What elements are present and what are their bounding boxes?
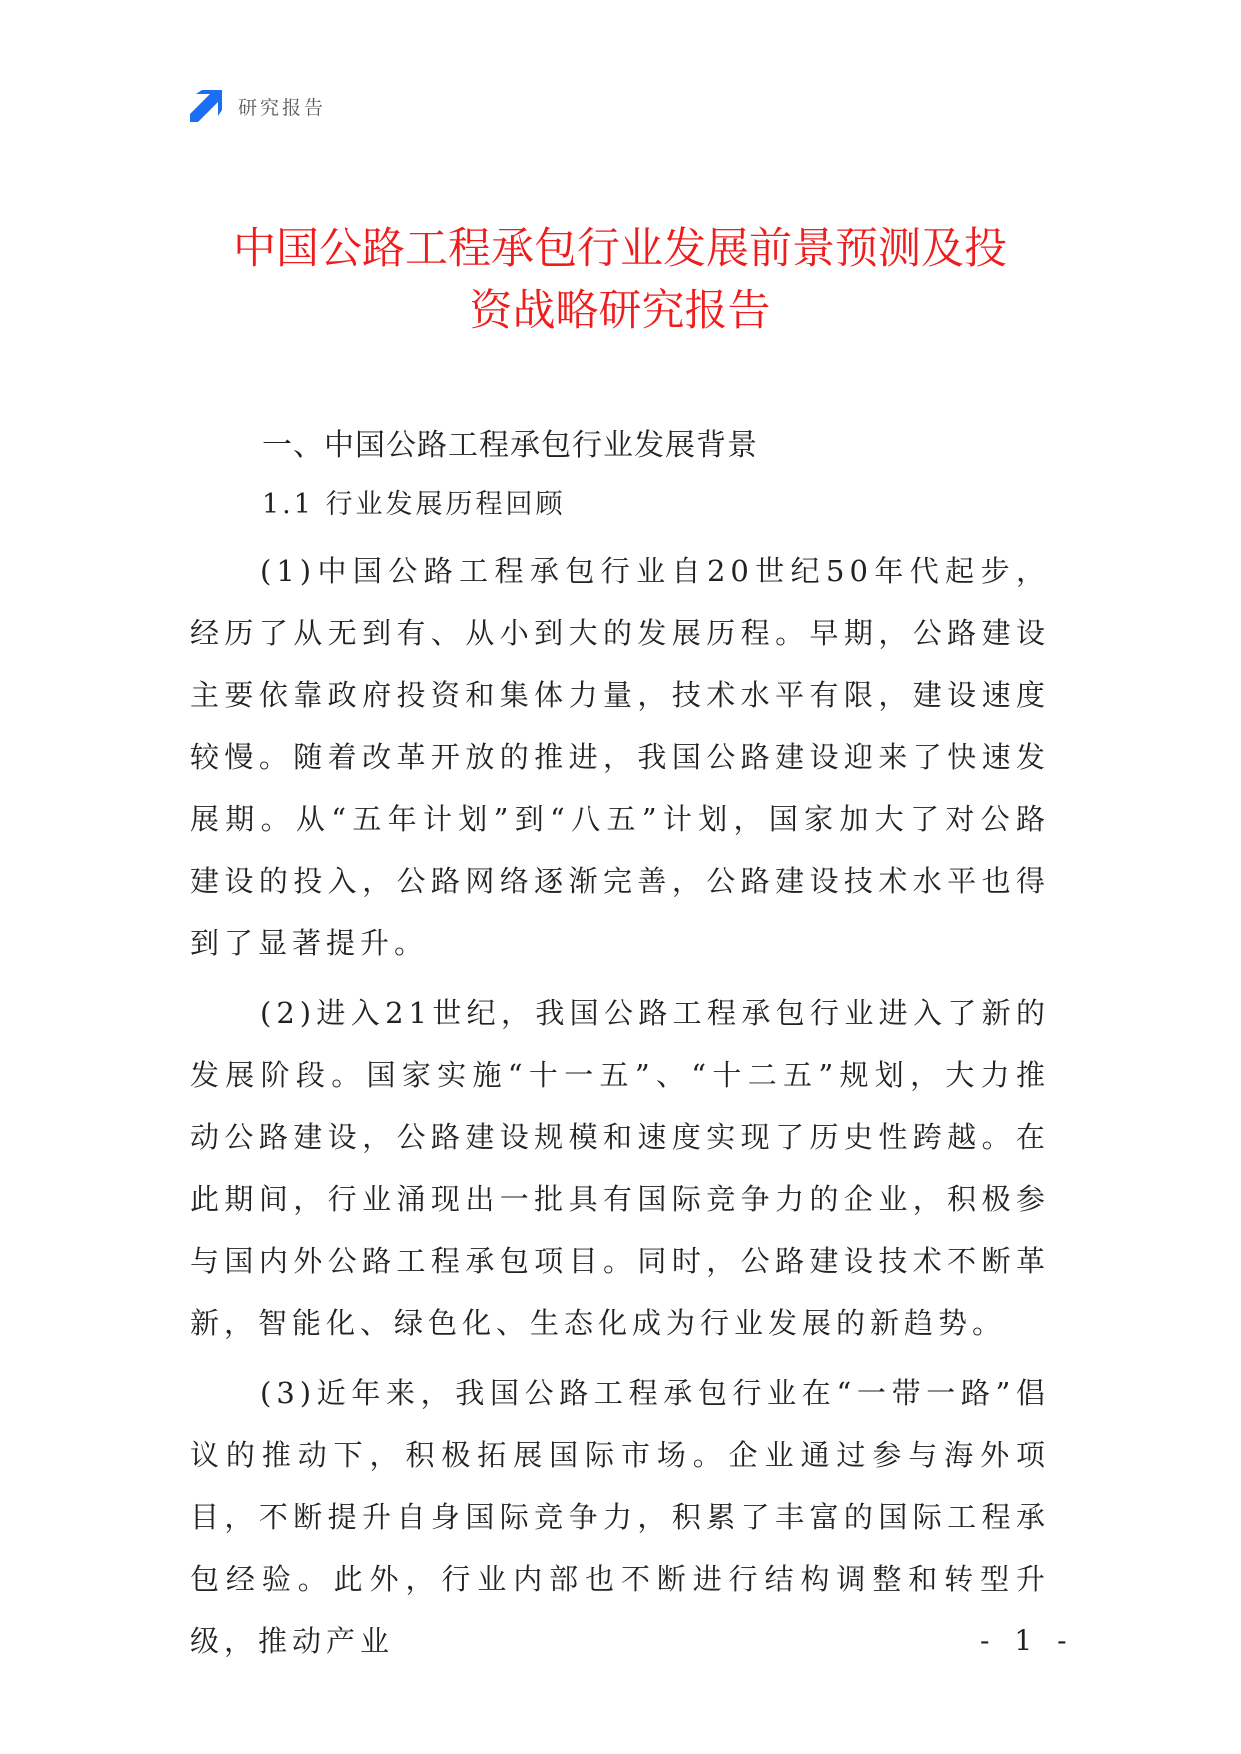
paragraph-3: (3)近年来，我国公路工程承包行业在“一带一路”倡议的推动下，积极拓展国际市场。企业通过参与海外项目，不断提升自身国际竞争力，积累了丰富的国际工程承包经验。此外，行业内部也不断进行结构调整和转型升级，推动产业 [190,1376,1050,1658]
document-header [190,88,326,124]
paragraph-2: (2)进入21世纪，我国公路工程承包行业进入了新的发展阶段。国家实施“十一五”、“十二五”规划，大力推动公路建设，公路建设规模和速度实现了历史性跨越。在此期间，行业涌现出一批具有国际竞争力的企业，积极参与国内外公路工程承包项目。同时，公路建设技术不断革新，智能化、绿色化、生态化成为行业发展的新趋势。 [190,996,1050,1340]
subsection-heading: 1.1 行业发展历程回顾 [262,489,566,520]
title-line-1: 中国公路工程承包行业发展前景预测及投 [233,224,1007,274]
paragraph-1: (1)中国公路工程承包行业自20世纪50年代起步，经历了从无到有、从小到大的发展历程。早期，公路建设主要依靠政府投资和集体力量，技术水平有限，建设速度较慢。随着改革开放的推进，我国公路建设迎来了快速发展期。从“五年计划”到“八五”计划，国家加大了对公路建设的投入，公路网络逐渐完善，公路建设技术水平也得到了显著提升。 [190,554,1050,960]
page-title [150,218,1090,342]
header-label: 研究报告 [238,96,327,119]
page-number: - 1 - [980,1624,1075,1657]
section-heading: 一、中国公路工程承包行业发展背景 [262,428,758,463]
body-text [190,540,1050,1680]
arrow-up-right-icon [190,90,222,122]
title-line-2: 资战略研究报告 [469,286,771,336]
